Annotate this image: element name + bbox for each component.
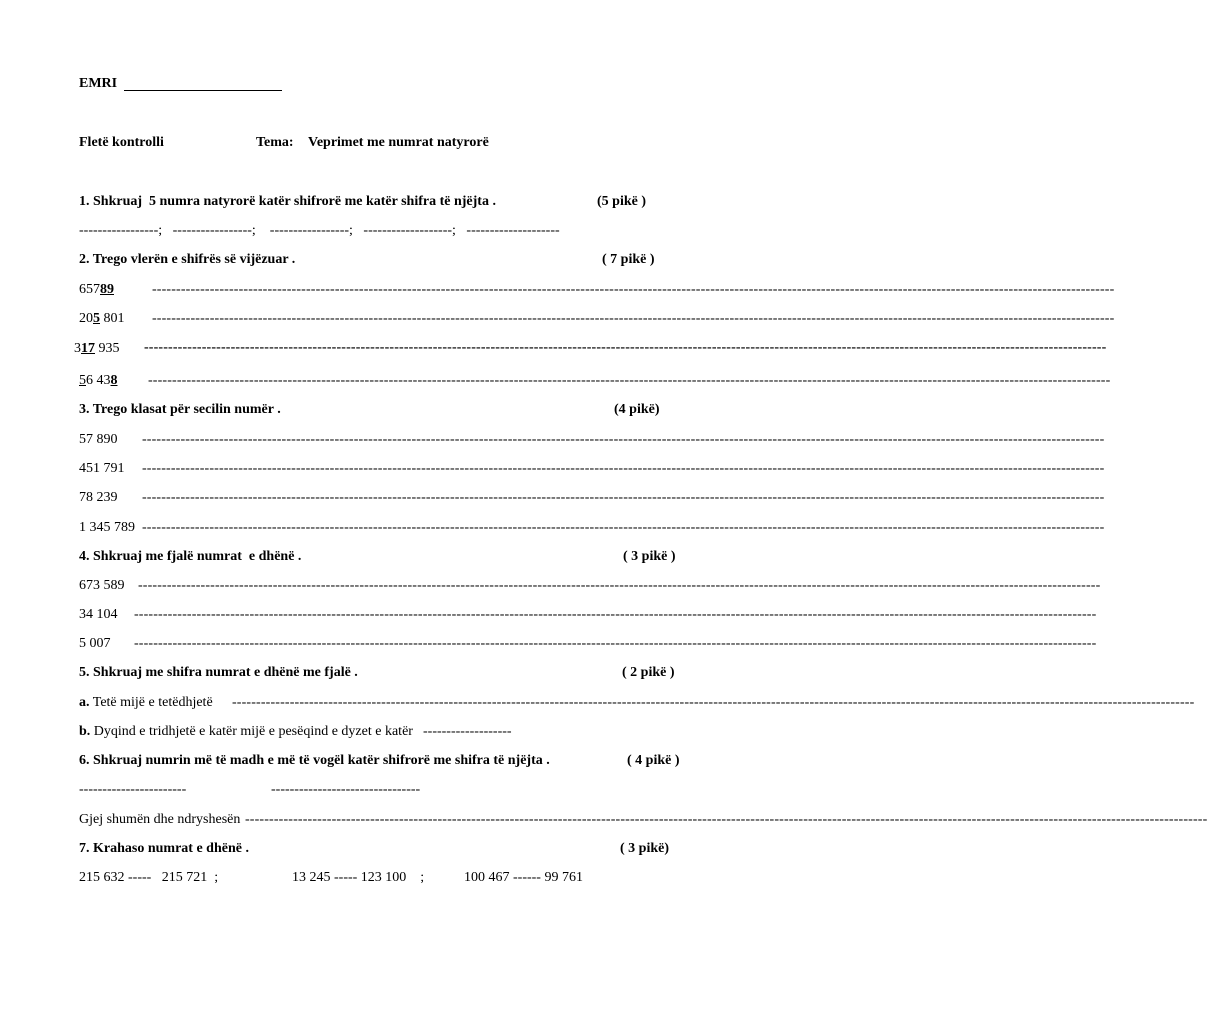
q2-answer-line-2[interactable]: --------------------------------------------------------------------------------------------------------------------------------------------------------------------------------------------------------	[152, 311, 1115, 326]
name-field[interactable]	[124, 90, 282, 91]
q1-points: (5 pikë )	[597, 194, 646, 209]
q5-answer-line-a[interactable]: --------------------------------------------------------------------------------------------------------------------------------------------------------------------------------------------------------	[232, 695, 1195, 710]
topic-label: Tema:	[256, 135, 294, 150]
q3-answer-line-1[interactable]: --------------------------------------------------------------------------------------------------------------------------------------------------------------------------------------------------------	[142, 432, 1105, 447]
q2-number-2: 205 801	[79, 311, 125, 326]
q7-points: ( 3 pikë)	[620, 841, 669, 856]
q2-number-4: 56 438	[79, 373, 118, 388]
q4-answer-line-2[interactable]: --------------------------------------------------------------------------------------------------------------------------------------------------------------------------------------------------------	[134, 607, 1097, 622]
q7-comparison-1[interactable]: 215 632 ----- 215 721 ;	[79, 870, 219, 885]
q4-number-3: 5 007	[79, 636, 111, 651]
q3-answer-line-3[interactable]: --------------------------------------------------------------------------------------------------------------------------------------------------------------------------------------------------------	[142, 490, 1105, 505]
q6-sum-answer-line[interactable]: --------------------------------------------------------------------------------------------------------------------------------------------------------------------------------------------------------	[245, 812, 1207, 827]
q4-number-2: 34 104	[79, 607, 118, 622]
q2-answer-line-3[interactable]: --------------------------------------------------------------------------------------------------------------------------------------------------------------------------------------------------------	[144, 340, 1107, 355]
q6-sum-label: Gjej shumën dhe ndryshesën	[79, 812, 241, 827]
q3-points: (4 pikë)	[614, 402, 660, 417]
q3-title: 3. Trego klasat për secilin numër .	[79, 402, 281, 417]
q3-number-1: 57 890	[79, 432, 118, 447]
sheet-label: Fletë kontrolli	[79, 135, 164, 150]
q5-item-b: b. Dyqind e tridhjetë e katër mijë e pesëqind e dyzet e katër	[79, 724, 413, 739]
q1-answer-blanks[interactable]: -----------------; -----------------; -----------------; -------------------; --------------------	[79, 223, 560, 238]
q2-answer-line-1[interactable]: --------------------------------------------------------------------------------------------------------------------------------------------------------------------------------------------------------	[152, 282, 1115, 297]
q5-answer-line-b[interactable]: -------------------	[423, 724, 512, 739]
q6-answer-blank-1[interactable]: -----------------------	[79, 782, 187, 797]
q2-answer-line-4[interactable]: --------------------------------------------------------------------------------------------------------------------------------------------------------------------------------------------------------	[148, 373, 1111, 388]
q4-title: 4. Shkruaj me fjalë numrat e dhënë .	[79, 549, 302, 564]
q6-title: 6. Shkruaj numrin më të madh e më të vogël katër shifrorë me shifra të njëjta .	[79, 753, 550, 768]
q4-answer-line-3[interactable]: --------------------------------------------------------------------------------------------------------------------------------------------------------------------------------------------------------	[134, 636, 1097, 651]
q1-title: 1. Shkruaj 5 numra natyrorë katër shifrorë me katër shifra të njëjta .	[79, 194, 496, 209]
q7-comparison-2[interactable]: 13 245 ----- 123 100 ;	[292, 870, 425, 885]
q6-points: ( 4 pikë )	[627, 753, 680, 768]
q3-number-4: 1 345 789	[79, 520, 135, 535]
q7-comparison-3[interactable]: 100 467 ------ 99 761	[464, 870, 583, 885]
q5-item-a: a. Tetë mijë e tetëdhjetë	[79, 695, 213, 710]
q3-number-2: 451 791	[79, 461, 125, 476]
q4-number-1: 673 589	[79, 578, 125, 593]
q7-title: 7. Krahaso numrat e dhënë .	[79, 841, 249, 856]
q4-answer-line-1[interactable]: --------------------------------------------------------------------------------------------------------------------------------------------------------------------------------------------------------	[138, 578, 1101, 593]
q2-number-1: 65789	[79, 282, 114, 297]
q3-number-3: 78 239	[79, 490, 118, 505]
name-label: EMRI	[79, 76, 118, 91]
q6-answer-blank-2[interactable]: --------------------------------	[271, 782, 421, 797]
q3-answer-line-4[interactable]: --------------------------------------------------------------------------------------------------------------------------------------------------------------------------------------------------------	[142, 520, 1105, 535]
q4-points: ( 3 pikë )	[623, 549, 676, 564]
q2-number-3: 317 935	[74, 341, 120, 356]
q5-points: ( 2 pikë )	[622, 665, 675, 680]
q2-title: 2. Trego vlerën e shifrës së vijëzuar .	[79, 252, 296, 267]
q5-title: 5. Shkruaj me shifra numrat e dhënë me fjalë .	[79, 665, 358, 680]
q3-answer-line-2[interactable]: --------------------------------------------------------------------------------------------------------------------------------------------------------------------------------------------------------	[142, 461, 1105, 476]
topic-title: Veprimet me numrat natyrorë	[308, 135, 489, 150]
q2-points: ( 7 pikë )	[602, 252, 655, 267]
